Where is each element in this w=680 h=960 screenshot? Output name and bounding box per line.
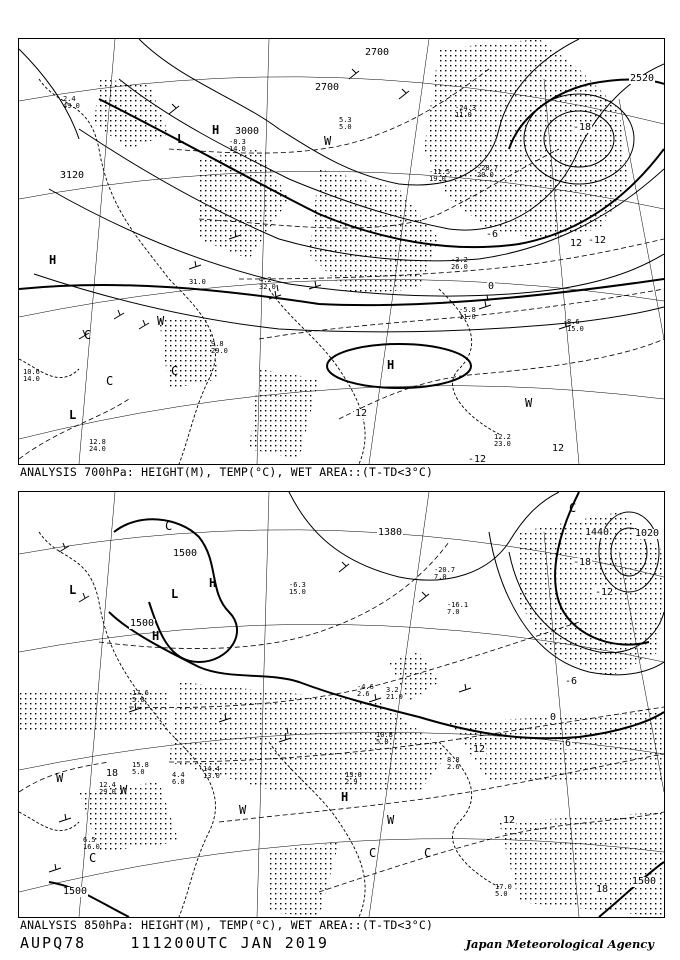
contour-label: -18 bbox=[573, 557, 592, 568]
map-canvas-850hpa bbox=[19, 492, 664, 917]
contour-label: 2700 bbox=[365, 47, 390, 58]
station-observation: -16.1 7.0 bbox=[447, 601, 469, 616]
caption-850hpa: ANALYSIS 850hPa: HEIGHT(M), TEMP(°C), WET AREA::(T-TD<3°C) bbox=[20, 918, 434, 932]
station-observation: 8.8 2.6 bbox=[447, 756, 460, 771]
station-observation: 17.6 5.0 bbox=[132, 689, 149, 704]
contour-label: 6 bbox=[565, 738, 572, 749]
station-observation: -6.3 15.0 bbox=[289, 581, 306, 596]
station-observation: -11.5 19.0 bbox=[429, 168, 451, 183]
wet-area-stipple bbox=[19, 512, 664, 917]
contour-label: 18 bbox=[596, 884, 609, 895]
contour-label: -18 bbox=[573, 122, 592, 133]
station-observation: 12.4 29.0 bbox=[99, 781, 116, 796]
station-observation: 4.2 32.0 bbox=[259, 276, 276, 291]
pressure-center: L bbox=[69, 408, 77, 422]
station-observation: 6.5 16.0 bbox=[83, 836, 100, 851]
contour-label: 0 bbox=[488, 281, 495, 292]
agency-name: Japan Meteorological Agency bbox=[465, 937, 654, 951]
station-observation: 13.0 2.9 bbox=[345, 771, 362, 786]
cell-marker: C bbox=[165, 519, 173, 533]
cell-marker: C bbox=[89, 851, 97, 865]
station-observation: 2.4 49.0 bbox=[63, 95, 80, 110]
station-observation: -24.3 11.0 bbox=[455, 104, 477, 119]
cell-marker: W bbox=[157, 314, 165, 328]
station-observation: -20.7 7.0 bbox=[434, 566, 456, 581]
contour-label: 1500 bbox=[63, 886, 88, 897]
pressure-center: H bbox=[209, 576, 217, 590]
station-observation: -3.2 26.0 bbox=[451, 256, 468, 271]
contour-label: 3000 bbox=[235, 126, 260, 137]
station-observation: 5.3 5.0 bbox=[339, 116, 352, 131]
station-observation: 8.6 15.0 bbox=[567, 318, 584, 333]
pressure-center: H bbox=[212, 123, 220, 137]
cell-marker: C bbox=[424, 846, 432, 860]
cell-marker: C bbox=[569, 501, 577, 515]
station-observation: 17.0 5.0 bbox=[495, 883, 512, 898]
station-observation: 3.2 21.0 bbox=[386, 686, 403, 701]
station-observation: -8.3 14.0 bbox=[229, 138, 246, 153]
cell-marker: W bbox=[239, 803, 247, 817]
station-observation: 10.6 14.0 bbox=[23, 368, 40, 383]
cell-marker: W bbox=[120, 783, 128, 797]
cell-marker: C bbox=[171, 364, 179, 378]
pressure-center: L bbox=[177, 132, 185, 146]
pressure-center: L bbox=[69, 583, 77, 597]
pressure-center: L bbox=[171, 587, 179, 601]
caption-700hpa: ANALYSIS 700hPa: HEIGHT(M), TEMP(°C), WET AREA::(T-TD<3°C) bbox=[20, 465, 434, 479]
contour-label: 0 bbox=[550, 712, 557, 723]
cell-marker: C bbox=[84, 328, 92, 342]
contour-label: -12 bbox=[595, 587, 614, 598]
station-observation: 12.8 24.0 bbox=[89, 438, 106, 453]
contour-label: -6 bbox=[486, 229, 499, 240]
contour-label: 1440 bbox=[585, 527, 610, 538]
station-observation: 4.4 6.0 bbox=[172, 771, 185, 786]
cell-marker: C bbox=[369, 846, 377, 860]
contour-label: 12 bbox=[570, 238, 583, 249]
contour-label: 2700 bbox=[315, 82, 340, 93]
station-observation: 9.8 29.0 bbox=[211, 340, 228, 355]
product-header bbox=[20, 934, 329, 952]
station-observation: 31.0 bbox=[189, 278, 206, 286]
contour-label: 1500 bbox=[130, 618, 155, 629]
contour-label: -12 bbox=[468, 454, 487, 465]
station-observation: 12.2 23.0 bbox=[494, 433, 511, 448]
map-panel-700hpa bbox=[18, 38, 665, 465]
contour-label: -6 bbox=[565, 676, 578, 687]
station-observation: -4.6 2.6 bbox=[357, 683, 374, 698]
pressure-center: H bbox=[152, 629, 160, 643]
contour-label: 2520 bbox=[630, 73, 655, 84]
analysis-datetime: 111200UTC JAN 2019 bbox=[130, 934, 329, 952]
cell-marker: C bbox=[106, 374, 114, 388]
contour-label: 3120 bbox=[60, 170, 85, 181]
cell-marker: W bbox=[387, 813, 395, 827]
pressure-center: H bbox=[387, 358, 395, 372]
contour-label: 1500 bbox=[173, 548, 198, 559]
map-panel-850hpa bbox=[18, 491, 665, 918]
pressure-center: H bbox=[341, 790, 349, 804]
station-observation: -28.7 20.0 bbox=[477, 164, 499, 179]
cell-marker: W bbox=[525, 396, 533, 410]
cell-marker: W bbox=[56, 771, 64, 785]
contour-label: -12 bbox=[588, 235, 607, 246]
contour-label: 12 bbox=[355, 408, 368, 419]
contour-label: 1380 bbox=[378, 527, 403, 538]
station-observation: -5.8 11.0 bbox=[459, 306, 476, 321]
station-observation: 10.8 5.0 bbox=[376, 731, 393, 746]
map-canvas-700hpa bbox=[19, 39, 664, 464]
pressure-center: H bbox=[49, 253, 57, 267]
contour-label: 18 bbox=[106, 768, 119, 779]
contour-label: 12 bbox=[552, 443, 565, 454]
station-observation: 14.4 13.0 bbox=[203, 765, 220, 780]
cell-marker: W bbox=[324, 134, 332, 148]
contour-label: 1020 bbox=[635, 528, 660, 539]
station-observation: 15.8 5.0 bbox=[132, 761, 149, 776]
contour-label: 12 bbox=[473, 744, 486, 755]
contour-label: 1500 bbox=[632, 876, 657, 887]
product-id: AUPQ78 bbox=[20, 934, 87, 952]
contour-label: 12 bbox=[503, 815, 516, 826]
